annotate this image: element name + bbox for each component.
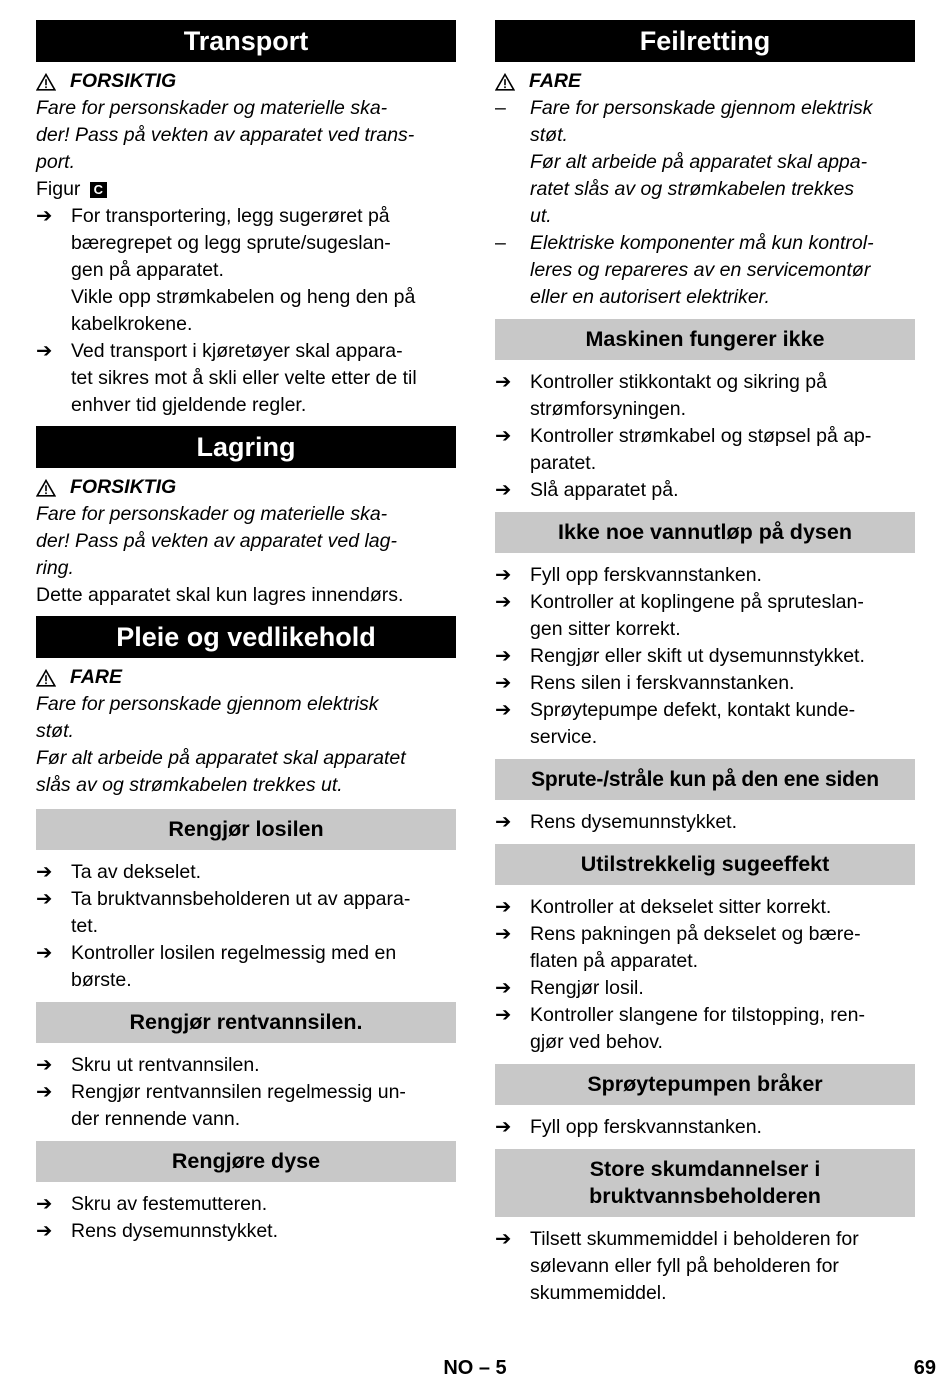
caution-text: Fare for personskader og materielle ska- (36, 97, 388, 119)
right-column (495, 20, 915, 1307)
warning-triangle-icon (495, 73, 515, 91)
list-item: ➔ Skru av festemutteren. (36, 1191, 456, 1218)
caution-text: ring. (36, 557, 74, 579)
list-item: ➔ Sprøytepumpe defekt, kontakt kunde- service. (495, 697, 915, 751)
list-item: ➔ Kontroller at dekselet sitter korrekt. (495, 894, 915, 921)
list-item: ➔ Skru ut rentvannsilen. (36, 1052, 456, 1079)
arrow-right-icon: ➔ (495, 896, 512, 918)
footer-section-label: NO – 5 (443, 1357, 507, 1379)
list-item: ➔ Ta bruktvannsbeholderen ut av appara- tet. (36, 886, 456, 940)
list-item: ➔ Rengjør losil. (495, 975, 915, 1002)
arrow-right-icon: ➔ (495, 564, 512, 586)
arrow-right-icon: ➔ (495, 371, 512, 393)
arrow-right-icon: ➔ (36, 888, 53, 910)
list-item: ➔ Rengjør rentvannsilen regelmessig un- der rennende vann. (36, 1079, 456, 1133)
subsection-title-rentvann: Rengjør rentvannsilen. (36, 1002, 456, 1043)
arrow-right-icon: ➔ (36, 1081, 53, 1103)
dash-item: – Elektriske komponenter må kun kontrol- leres og repareres av en servicemontør eller en autorisert elektriker. (495, 230, 915, 311)
danger-text: støt. (36, 720, 74, 742)
arrow-right-icon: ➔ (36, 1220, 53, 1242)
list-item: ➔ Ta av dekselet. (36, 859, 456, 886)
list-item: ➔ Rens silen i ferskvannstanken. (495, 670, 915, 697)
caution-text: der! Pass på vekten av apparatet ved lag- (36, 530, 397, 552)
caution-label: FORSIKTIG (36, 68, 456, 95)
dash-marker: – (495, 97, 506, 119)
arrow-right-icon: ➔ (495, 645, 512, 667)
arrow-right-icon: ➔ (495, 672, 512, 694)
subsection-title-maskinen: Maskinen fungerer ikke (495, 319, 915, 360)
arrow-right-icon: ➔ (36, 340, 53, 362)
arrow-right-icon: ➔ (495, 591, 512, 613)
danger-text: Fare for personskade gjennom elektrisk (36, 693, 379, 715)
list-item: ➔ Kontroller losilen regelmessig med en børste. (36, 940, 456, 994)
list-item: ➔ Rens pakningen på dekselet og bære- flaten på apparatet. (495, 921, 915, 975)
arrow-right-icon: ➔ (495, 811, 512, 833)
left-column (36, 20, 456, 1245)
danger-text: Før alt arbeide på apparatet skal apparatet (36, 747, 406, 769)
list-item: ➔ Tilsett skummemiddel i beholderen for sølevann eller fyll på beholderen for skummemiddel. (495, 1226, 915, 1307)
dash-item: – Fare for personskade gjennom elektrisk støt. Før alt arbeide på apparatet skal appa- ratet slås av og strømkabelen trekkes ut. (495, 95, 915, 230)
list-item: ➔ Kontroller strømkabel og støpsel på ap- paratet. (495, 423, 915, 477)
arrow-right-icon: ➔ (495, 1228, 512, 1250)
subsection-title-sprute: Sprute-/stråle kun på den ene siden (495, 759, 915, 800)
arrow-right-icon: ➔ (495, 1116, 512, 1138)
subsection-title-skum: Store skumdannelser i bruktvannsbeholderen (495, 1149, 915, 1217)
section-title-transport: Transport (36, 20, 456, 62)
arrow-right-icon: ➔ (36, 861, 53, 883)
list-item: ➔ For transportering, legg sugerøret på bæregrepet og legg sprute/sugeslan- gen på apparatet. Vikle opp strømkabelen og heng den på kabelkrokene. (36, 203, 456, 338)
subsection-title-sugeeffekt: Utilstrekkelig sugeeffekt (495, 844, 915, 885)
list-item: ➔ Kontroller slangene for tilstopping, ren- gjør ved behov. (495, 1002, 915, 1056)
list-item: ➔ Rens dysemunnstykket. (36, 1218, 456, 1245)
section-title-feilretting: Feilretting (495, 20, 915, 62)
arrow-right-icon: ➔ (36, 942, 53, 964)
subsection-title-vannutlop: Ikke noe vannutløp på dysen (495, 512, 915, 553)
arrow-right-icon: ➔ (36, 205, 53, 227)
section-title-pleie: Pleie og vedlikehold (36, 616, 456, 658)
arrow-right-icon: ➔ (495, 425, 512, 447)
list-item: ➔ Fyll opp ferskvannstanken. (495, 1114, 915, 1141)
subsection-title-dyse: Rengjøre dyse (36, 1141, 456, 1182)
list-item: ➔ Rengjør eller skift ut dysemunnstykket. (495, 643, 915, 670)
warning-triangle-icon (36, 479, 56, 497)
section-title-lagring: Lagring (36, 426, 456, 468)
danger-label: FARE (36, 664, 456, 691)
body-text: Dette apparatet skal kun lagres innendørs. (36, 584, 404, 606)
figure-reference: Figur C (36, 176, 456, 203)
danger-text: slås av og strømkabelen trekkes ut. (36, 774, 343, 796)
caution-text: port. (36, 151, 76, 173)
subsection-title-losil: Rengjør losilen (36, 809, 456, 850)
arrow-right-icon: ➔ (495, 923, 512, 945)
arrow-right-icon: ➔ (495, 1004, 512, 1026)
arrow-right-icon: ➔ (36, 1193, 53, 1215)
caution-text: Fare for personskader og materielle ska- (36, 503, 388, 525)
subsection-title-pumpe: Sprøytepumpen bråker (495, 1064, 915, 1105)
page-number: 69 (913, 1357, 936, 1379)
list-item: ➔ Slå apparatet på. (495, 477, 915, 504)
list-item: ➔ Fyll opp ferskvannstanken. (495, 562, 915, 589)
arrow-right-icon: ➔ (495, 977, 512, 999)
warning-triangle-icon (36, 669, 56, 687)
list-item: ➔ Kontroller at koplingene på spruteslan- gen sitter korrekt. (495, 589, 915, 643)
danger-label: FARE (495, 68, 915, 95)
list-item: ➔ Rens dysemunnstykket. (495, 809, 915, 836)
dash-marker: – (495, 232, 506, 254)
warning-triangle-icon (36, 73, 56, 91)
caution-label: FORSIKTIG (36, 474, 456, 501)
arrow-right-icon: ➔ (495, 699, 512, 721)
list-item: ➔ Ved transport i kjøretøyer skal appara- tet sikres mot å skli eller velte etter de til enhver tid gjeldende regler. (36, 338, 456, 419)
arrow-right-icon: ➔ (36, 1054, 53, 1076)
caution-text: der! Pass på vekten av apparatet ved trans- (36, 124, 415, 146)
list-item: ➔ Kontroller stikkontakt og sikring på strømforsyningen. (495, 369, 915, 423)
figure-c-badge: C (90, 182, 107, 198)
arrow-right-icon: ➔ (495, 479, 512, 501)
